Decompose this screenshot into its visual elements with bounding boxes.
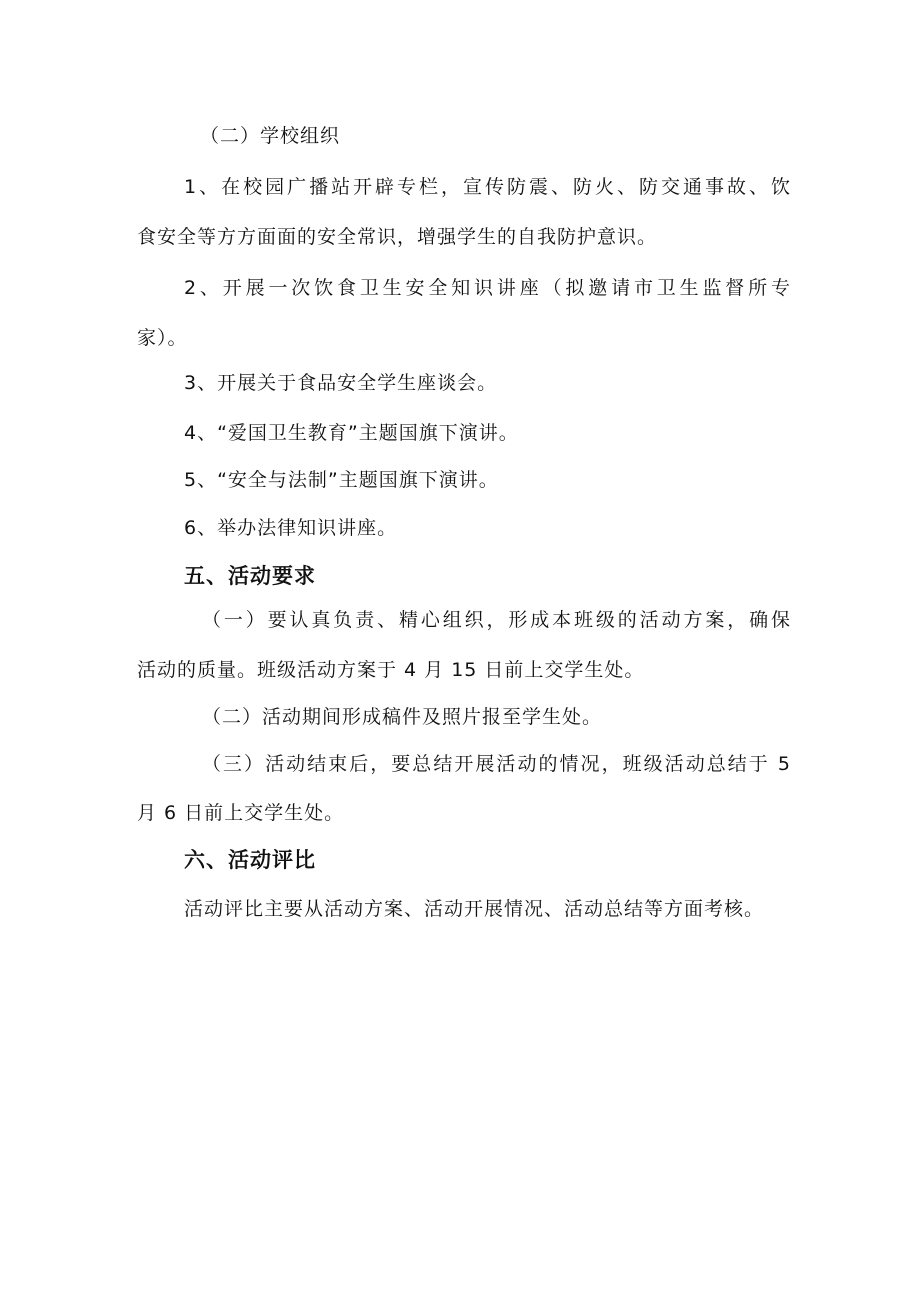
item-4: 4、“爱国卫生教育”主题国旗下演讲。 <box>184 422 519 444</box>
requirement-1-line-2: 活动的质量。班级活动方案于 4 月 15 日前上交学生处。 <box>137 659 645 681</box>
school-organization-subheading: （二）学校组织 <box>200 125 341 147</box>
item-1-line-2: 食安全等方方面面的安全常识，增强学生的自我防护意识。 <box>137 226 658 248</box>
requirement-3-line-1: （三）活动结束后，要总结开展活动的情况，班级活动总结于 5 <box>202 753 790 775</box>
requirement-2: （二）活动期间形成稿件及照片报至学生处。 <box>202 706 603 728</box>
item-5: 5、“安全与法制”主题国旗下演讲。 <box>184 469 499 491</box>
item-2-line-1: 2、开展一次饮食卫生安全知识讲座（拟邀请市卫生监督所专 <box>184 277 790 299</box>
item-2-line-2: 家）。 <box>137 327 188 349</box>
item-3: 3、开展关于食品安全学生座谈会。 <box>184 372 498 394</box>
requirement-3-line-2: 月 6 日前上交学生处。 <box>137 802 345 824</box>
section-6-heading: 六、活动评比 <box>184 848 316 872</box>
section-5-heading: 五、活动要求 <box>184 564 316 588</box>
evaluation-text: 活动评比主要从活动方案、活动开展情况、活动总结等方面考核。 <box>184 898 765 920</box>
item-6: 6、举办法律知识讲座。 <box>184 517 398 539</box>
item-1-line-1: 1、在校园广播站开辟专栏，宣传防震、防火、防交通事故、饮 <box>184 176 790 198</box>
requirement-1-line-1: （一）要认真负责、精心组织，形成本班级的活动方案，确保 <box>202 609 790 631</box>
